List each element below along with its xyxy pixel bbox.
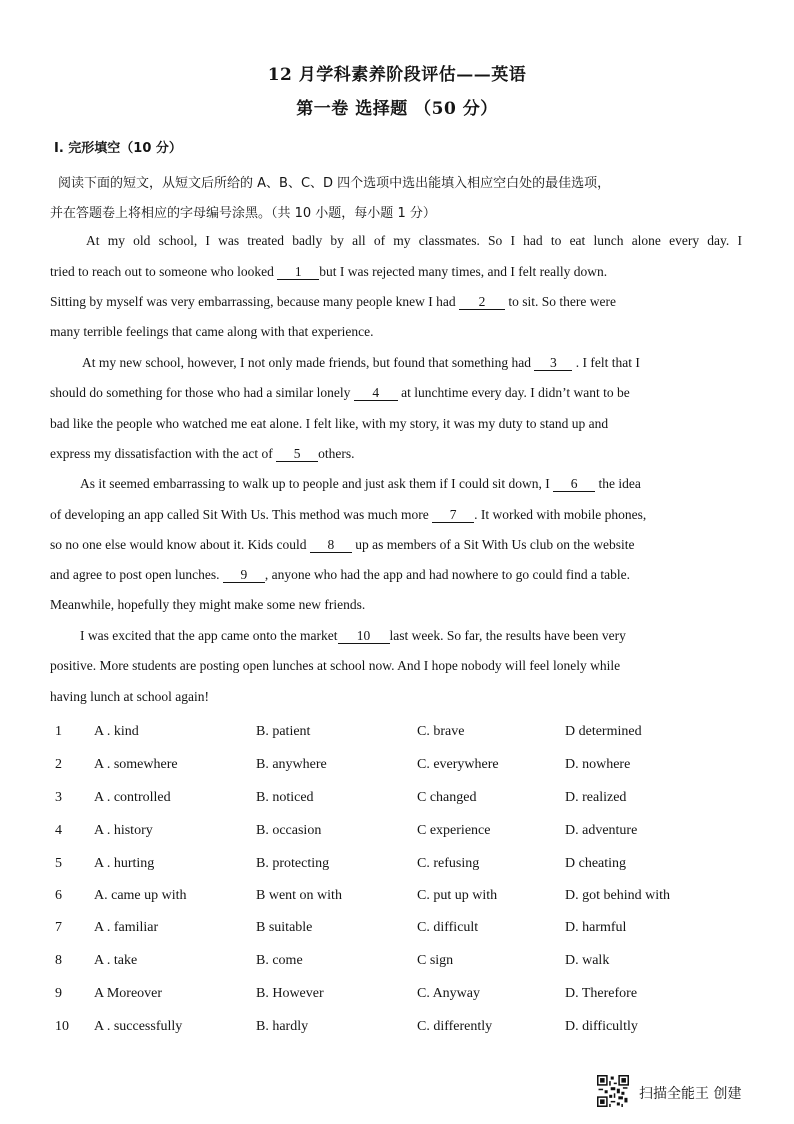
question-number: 6 [55,888,62,903]
option-a[interactable]: A Moreover [94,986,163,1001]
passage-line: At my new school, however, I not only made friends, but found that something had 3 . I felt that I [82,355,640,370]
scanner-watermark [597,1075,777,1109]
blank-6: 6 [553,477,595,492]
option-b[interactable]: B. However [256,986,324,1001]
passage-line: At my old school, I was treated badly by all of my classmates. So I had to eat lunch alone every day. I [86,233,742,248]
option-row [0,953,794,975]
instruction-line-1: 阅读下面的短文，从短文后所给的 A、B、C、D 四个选项中选出能填入相应空白处的最佳选项， [58,176,611,191]
passage-line: I was excited that the app came onto the market 10 last week. So far, the results have been very [80,628,626,643]
option-row [0,724,794,746]
option-b[interactable]: B. patient [256,724,311,739]
option-d[interactable]: D cheating [565,856,627,871]
option-b[interactable]: B. occasion [256,823,322,838]
option-a[interactable]: A . kind [94,724,139,739]
question-number: 3 [55,790,62,805]
question-number: 10 [55,1019,69,1034]
option-d[interactable]: D. difficultly [565,1019,638,1034]
option-d[interactable]: D. realized [565,790,627,805]
option-d[interactable]: D determined [565,724,642,739]
passage-line: and agree to post open lunches. 9 , anyone who had the app and had nowhere to go could find a table. [50,567,630,582]
page-title: 12 月学科素养阶段评估——英语 [267,65,527,85]
blank-1: 1 [277,265,319,280]
option-c[interactable]: C. everywhere [417,757,499,772]
option-row [0,856,794,878]
section-heading: I. 完形填空（10 分） [54,141,182,156]
blank-7: 7 [432,508,474,523]
option-b[interactable]: B. hardly [256,1019,309,1034]
question-number: 8 [55,953,62,968]
option-a[interactable]: A . take [94,953,138,968]
option-b[interactable]: B. noticed [256,790,314,805]
question-number: 2 [55,757,62,772]
option-d[interactable]: D. adventure [565,823,638,838]
blank-10: 10 [338,629,390,644]
passage-line: As it seemed embarrassing to walk up to people and just ask them if I could sit down, I 6 the idea [80,476,641,491]
option-b[interactable]: B. come [256,953,303,968]
option-c[interactable]: C. Anyway [417,986,480,1001]
option-a[interactable]: A. came up with [94,888,187,903]
instruction-line-2: 并在答题卷上将相应的字母编号涂黑。（共 10 小题，每小题 1 分） [50,206,436,221]
passage-line: positive. More students are posting open lunches at school now. And I hope nobody will feel lonely while [50,658,621,673]
option-c[interactable]: C. differently [417,1019,493,1034]
option-row [0,790,794,812]
blank-5: 5 [276,447,318,462]
page-subtitle: 第一卷 选择题 （50 分） [296,99,498,119]
option-row [0,823,794,845]
option-b[interactable]: B went on with [256,888,342,903]
option-c[interactable]: C changed [417,790,477,805]
passage-line: having lunch at school again! [50,689,209,704]
passage-line: should do something for those who had a similar lonely 4 at lunchtime every day. I didn’t want to be [50,385,630,400]
passage-line: express my dissatisfaction with the act of 5 others. [50,446,355,461]
option-d[interactable]: D. got behind with [565,888,670,903]
option-d[interactable]: D. harmful [565,920,627,935]
option-row [0,888,794,910]
option-c[interactable]: C. difficult [417,920,479,935]
passage-line: many terrible feelings that came along with that experience. [50,324,374,339]
option-d[interactable]: D. nowhere [565,757,631,772]
blank-9: 9 [223,568,265,583]
question-number: 9 [55,986,62,1001]
passage-line: Sitting by myself was very embarrassing, because many people knew I had 2 to sit. So there were [50,294,616,309]
option-row [0,1019,794,1041]
passage-line: Meanwhile, hopefully they might make some new friends. [50,597,366,612]
blank-2: 2 [459,295,505,310]
option-a[interactable]: A . hurting [94,856,155,871]
option-c[interactable]: C experience [417,823,491,838]
option-b[interactable]: B. anywhere [256,757,327,772]
question-number: 1 [55,724,62,739]
passage-line: tried to reach out to someone who looked 1 but I was rejected many times, and I felt really down. [50,264,608,279]
option-a[interactable]: A . history [94,823,153,838]
option-a[interactable]: A . controlled [94,790,171,805]
option-c[interactable]: C. brave [417,724,465,739]
passage-line: bad like the people who watched me eat alone. I felt like, with my story, it was my duty to stand up and [50,416,609,431]
option-a[interactable]: A . somewhere [94,757,178,772]
question-number: 5 [55,856,62,871]
blank-4: 4 [354,386,398,401]
qr-code-icon [597,1075,629,1107]
option-b[interactable]: B suitable [256,920,313,935]
option-c[interactable]: C. refusing [417,856,480,871]
option-c[interactable]: C. put up with [417,888,498,903]
passage-line: so no one else would know about it. Kids could 8 up as members of a Sit With Us club on the website [50,537,635,552]
question-number: 7 [55,920,62,935]
option-c[interactable]: C sign [417,953,454,968]
option-a[interactable]: A . successfully [94,1019,183,1034]
watermark-text: 扫描全能王 创建 [639,1086,742,1102]
option-row [0,757,794,779]
option-d[interactable]: D. walk [565,953,610,968]
question-number: 4 [55,823,62,838]
passage-line: of developing an app called Sit With Us. This method was much more 7 . It worked with mobile phones, [50,507,647,522]
blank-3: 3 [534,356,572,371]
option-a[interactable]: A . familiar [94,920,159,935]
blank-8: 8 [310,538,352,553]
option-row [0,986,794,1008]
option-d[interactable]: D. Therefore [565,986,638,1001]
option-b[interactable]: B. protecting [256,856,330,871]
option-row [0,920,794,942]
